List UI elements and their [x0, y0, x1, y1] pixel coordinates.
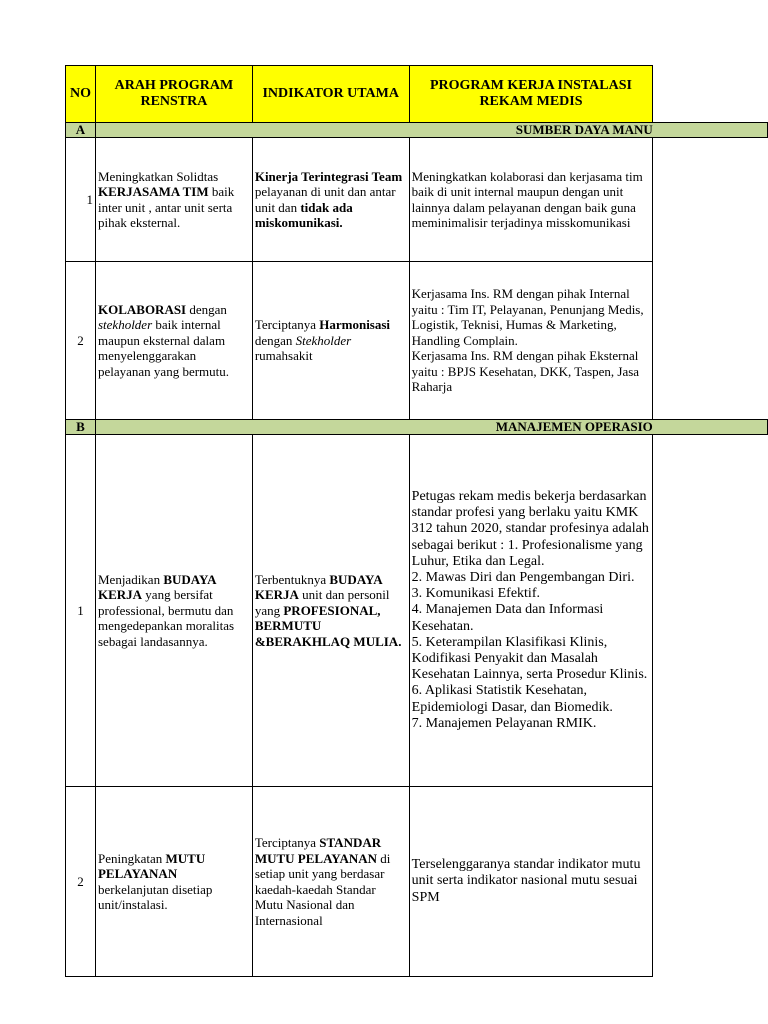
program-cell	[409, 262, 653, 420]
text-run: berkelanjutan disetiap unit/instalasi.	[97, 881, 213, 912]
text-run: dengan	[186, 301, 227, 317]
text-run: unit dan personil yang	[254, 587, 390, 618]
arah-cell	[95, 787, 252, 977]
table-row	[66, 787, 768, 977]
row-number: 2	[66, 262, 96, 420]
section-row-b	[66, 420, 768, 435]
header-arah: ARAH PROGRAM RENSTRA	[95, 66, 252, 123]
table-header-row	[66, 66, 768, 123]
bold-text: BUDAYA KERJA	[97, 571, 216, 603]
italic-text: Stekholder	[295, 332, 352, 348]
program-text: Meningkatkan kolaborasi dan kerjasama tim baik di unit internal maupun dengan unit lainnya dalam pelayanan dengan baik guna meminimalisir terjadinya misskomunikasi	[411, 168, 646, 230]
program-text: Kerjasama Ins. RM dengan pihak Internal yaitu : Tim IT, Pelayanan, Penunjang Medis, Logistik, Teknisi, Humas & Marketing, Handling Complain. Kerjasama Ins. RM dengan pihak Eksternal yaitu : BPJS Kesehatan, DKK, Taspen, Jasa Raharja	[411, 286, 644, 395]
empty-cell	[653, 138, 768, 262]
header-program: PROGRAM KERJA INSTALASI REKAM MEDIS	[409, 66, 653, 123]
header-no: NO	[66, 66, 96, 123]
text-run: baik inter unit , antar unit serta pihak eksternal.	[97, 184, 235, 230]
empty-cell	[653, 787, 768, 977]
row-number: 1	[66, 435, 96, 787]
row-number: 1	[66, 138, 96, 262]
section-title: MANAJEMEN OPERASIO	[95, 420, 652, 435]
arah-cell	[95, 138, 252, 262]
section-row-a	[66, 123, 768, 138]
program-table	[65, 65, 768, 977]
row-number: 2	[66, 787, 96, 977]
empty-cell	[653, 262, 768, 420]
indikator-cell	[252, 262, 409, 420]
bold-text: KOLABORASI	[97, 301, 187, 317]
section-fill	[653, 420, 768, 435]
arah-cell	[95, 262, 252, 420]
program-cell	[409, 435, 653, 787]
program-cell	[409, 787, 653, 977]
indikator-cell	[252, 138, 409, 262]
bold-text: Harmonisasi	[319, 317, 391, 333]
text-run: Menjadikan	[97, 571, 164, 587]
bold-text: Kinerja Terintegrasi Team	[254, 168, 403, 184]
bold-text: KERJASAMA TIM	[97, 184, 209, 199]
table-row	[66, 262, 768, 420]
text-run: Meningkatkan Solidtas	[97, 168, 219, 184]
indikator-cell	[252, 435, 409, 787]
italic-text: stekholder	[97, 317, 153, 333]
bold-text: MUTU PELAYANAN	[97, 850, 206, 881]
text-run: Terciptanya	[254, 317, 320, 333]
bold-text: PROFESIONAL, BERMUTU &BERAKHLAQ MULIA.	[254, 602, 402, 649]
program-text: Petugas rekam medis bekerja berdasarkan standar profesi yang berlaku yaitu KMK 312 tahun 2020, standar profesinya adalah sebagai berikut : 1. Profesionalisme yang Luhur, Etika dan Legal. 2. Mawas Diri dan Pengembangan Diri. 3. Komunikasi Efektif. 4. Manajemen Data dan Informasi Kesehatan. 5. Keterampilan Klasifikasi Klinis, Kodifikasi Penyakit dan Masalah Kesehatan Lainnya, serta Prosedur Klinis. 6. Aplikasi Statistik Kesehatan, Epidemiologi Dasar, dan Biomedik. 7. Manajemen Pelayanan RMIK.	[411, 488, 649, 731]
text-run: Terbentuknya	[254, 571, 330, 587]
table-row	[66, 138, 768, 262]
text-run: Terciptanya	[254, 835, 320, 850]
empty-cell	[653, 435, 768, 787]
text-run: dengan	[254, 332, 296, 348]
text-run: di setiap unit yang berdasar kaedah-kaedah Standar Mutu Nasional dan Internasional	[254, 850, 391, 928]
section-fill	[653, 123, 768, 138]
bold-text: STANDAR MUTU PELAYANAN	[254, 835, 382, 866]
table-row	[66, 435, 768, 787]
arah-cell	[95, 435, 252, 787]
text-run: Peningkatan	[97, 850, 166, 866]
bold-text: tidak ada miskomunikasi.	[254, 199, 353, 230]
header-indikator: INDIKATOR UTAMA	[252, 66, 409, 123]
section-letter: B	[66, 420, 96, 435]
text-run: baik internal maupun eksternal dalam menyelenggarakan pelayanan yang bermutu.	[97, 317, 230, 379]
header-spacer	[653, 66, 768, 123]
text-run: yang bersifat professional, bermutu dan mengedepankan moralitas sebagai landasannya.	[97, 587, 235, 649]
program-text: Terselenggaranya standar indikator mutu unit serta indikator nasional mutu sesuai SPM	[411, 857, 644, 905]
bold-text: BUDAYA KERJA	[254, 571, 382, 603]
indikator-cell	[252, 787, 409, 977]
program-cell	[409, 138, 653, 262]
text-run: rumahsakit	[254, 348, 313, 364]
section-letter: A	[66, 123, 96, 138]
text-run: pelayanan di unit dan antar unit dan	[254, 184, 396, 215]
section-title: SUMBER DAYA MANU	[95, 123, 652, 138]
